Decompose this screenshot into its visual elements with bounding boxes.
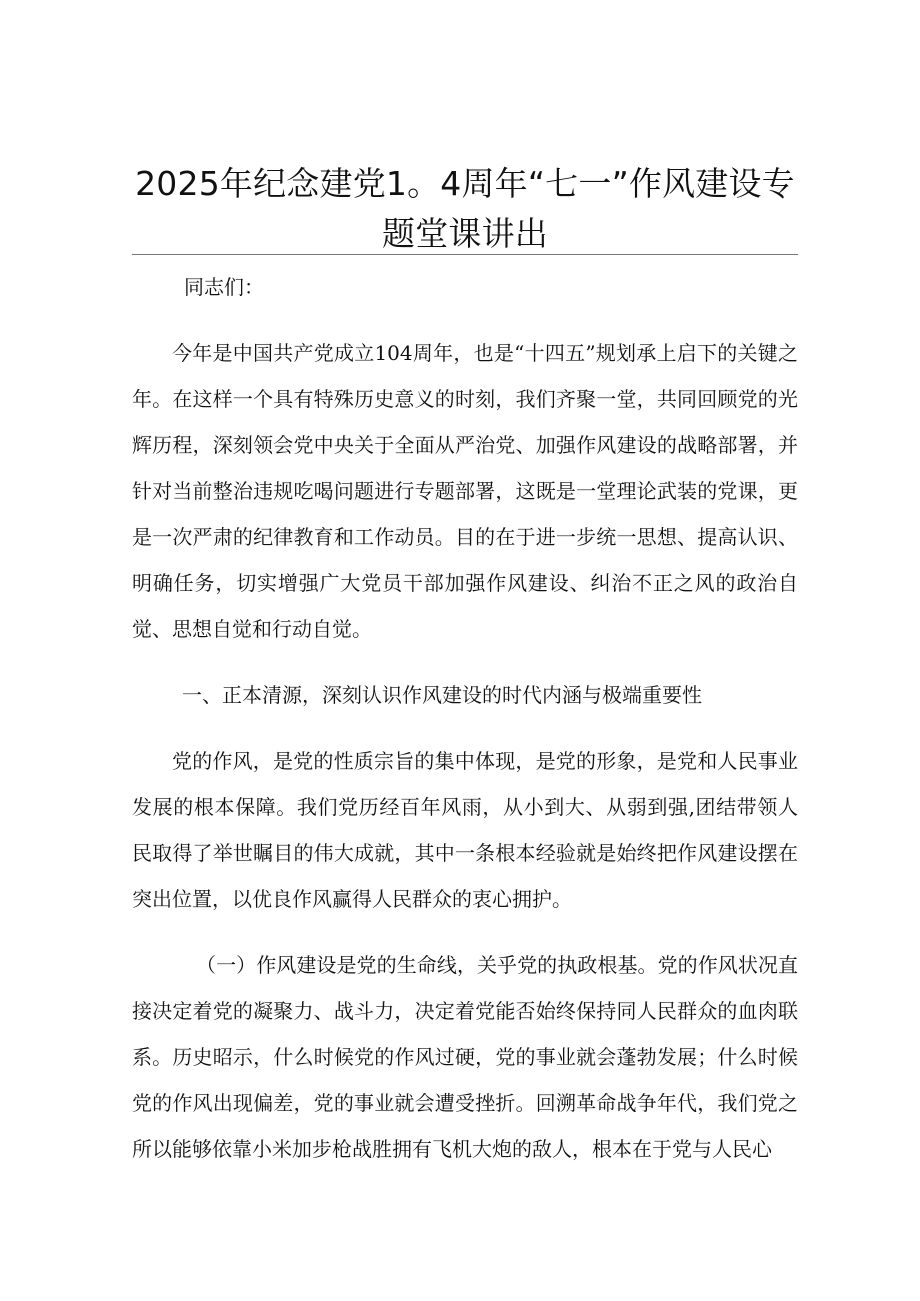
salutation: 同志们： bbox=[184, 275, 264, 299]
spacer bbox=[132, 718, 798, 738]
section-1-paragraph: 党的作风，是党的性质宗旨的集中体现，是党的形象，是党和人民事业发展的根本保障。我们党历经百年风雨，从小到大、从弱到强,团结带领人民取得了举世瞩目的伟大成就，其中一条根本经验就是始终把作风建设摆在突出位置，以优良作风赢得人民群众的衷心拥护。 bbox=[132, 749, 798, 911]
title-underline bbox=[132, 254, 798, 255]
title-line-2: 题堂课讲出 bbox=[382, 214, 548, 253]
section-heading-1: 一、正本清源，深刻认识作风建设的时代内涵与极端重要性 bbox=[182, 683, 702, 707]
intro-paragraph: 今年是中国共产党成立104周年，也是“十四五”规划承上启下的关键之年。在这样一个具有特殊历史意义的时刻，我们齐聚一堂，共同回顾党的光辉历程，深刻领会党中央关于全面从严治党、加强作风建设的战略部署，并针对当前整治违规吃喝问题进行专题部署，这既是一堂理论武装的党课，更是一次严肃的纪律教育和工作动员。目的在于进一步统一思想、提高认识、明确任务，切实增强广大党员干部加强作风建设、纠治不正之风的政治自觉、思想自觉和行动自觉。 bbox=[132, 341, 798, 641]
spacer bbox=[132, 922, 798, 942]
document-body bbox=[132, 264, 798, 1172]
subsection-1-paragraph: （一）作风建设是党的生命线，关乎党的执政根基。党的作风状况直接决定着党的凝聚力、战斗力，决定着党能否始终保持同人民群众的血肉联系。历史昭示，什么时候党的作风过硬，党的事业就会蓬勃发展；什么时候党的作风出现偏差，党的事业就会遭受挫折。回溯革命战争年代，我们党之所以能够依靠小米加步枪战胜拥有飞机大炮的敌人，根本在于党与人民心 bbox=[132, 953, 798, 1161]
spacer bbox=[132, 652, 798, 672]
document-title bbox=[132, 159, 798, 259]
title-line-1: 2025年纪念建党1。4周年“七一”作风建设专 bbox=[135, 164, 795, 203]
spacer bbox=[132, 310, 798, 330]
